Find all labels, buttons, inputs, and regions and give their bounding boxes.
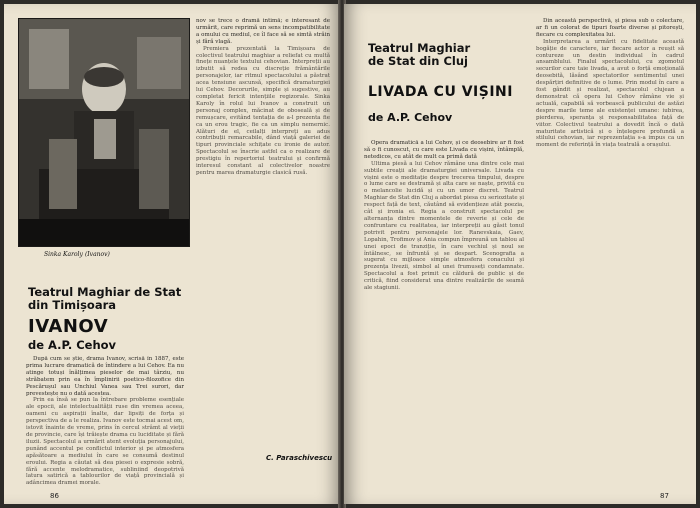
- column-body: Interpretarea a urmărit cu fidelitate această bogăție de caractere, iar fiecare actor a reușit să contureze un destin individual în cadrul ansamblului. Finalul spectacolului, cu zgomotul securilor care taie livada, a avut o forță emoțională deosebită, lăsând spectatorilor sentimentul unei despărțiri definitive de o lume. Prin modul în care a fost gândit și realizat, spectacolul clujean a demonstrat că opera lui Cehov rămâne vie și actuală, capabilă să vorbească publicului de astăzi despre marile teme ale existenței umane: iubirea, pierderea, speranța și responsabilitatea față de viitor. Colectivul teatrului a dovedit încă o dată maturitate artistică și o înțelegere profundă a stilului cehovian, iar reprezentația s-a impus ca un moment de referință în viața teatrală a orașului.: [536, 38, 684, 149]
- right-column-1: [364, 140, 524, 492]
- theatre-line-2: din Timișoara: [28, 297, 117, 312]
- page-number: 87: [660, 492, 669, 500]
- caption-role: (Ivanov): [84, 251, 110, 258]
- column-lead: După cum se știe, drama Ivanov, scrisă în 1887, este prima lucrare dramatică de întindere a lui Cehov. Ea nu atinge totuși înălțimea pieselor de mai târziu, nu străbatem prin ea în împlinirii poetico-filozofice din Pescărușul sau Unchiul Vanea sau Trei surori, dar prevestește nu o dată acestea.: [26, 356, 184, 397]
- theatre-line-1: Teatrul Maghiar de Stat: [28, 285, 182, 299]
- left-page: [4, 4, 340, 504]
- right-column-2: [536, 18, 684, 490]
- production-photo: [18, 18, 190, 247]
- theatre-heading: [368, 42, 518, 68]
- theatre-line-1: Teatrul Maghiar: [368, 41, 471, 55]
- left-column-2: [196, 18, 330, 450]
- theatre-heading: [28, 286, 184, 312]
- stage-photo-illustration: [19, 19, 189, 246]
- page-number: 86: [50, 492, 59, 500]
- photo-caption: [44, 251, 110, 258]
- column-lead: nov se trece o dramă intimă; e interesant de urmărit, care reprimă un sens incompatibilitate a omului cu mediul, ce îl face să se simtă străin și fără vlagă.: [196, 18, 330, 45]
- column-lead: Din această perspectivă, și piesa sub o colectare, ar fi un colorat de tipuri foarte diverse și pitorești, fiecare cu complexitatea lui.: [536, 18, 684, 38]
- column-body: Premiera prezentată la Timișoara de colectivul teatrului maghiar a reliefat cu multă finețe nuanțele textului cehovian. Interpreții au izbutit să redea cu discreție frământările personajelor, iar ritmul spectacolului a păstrat acea tensiune ascunsă, specifică dramaturgiei lui Cehov. Decorurile, simple și sugestive, au completat fericit intențiile regizorale. Sinka Karoly în rolul lui Ivanov a construit un personaj complex, măcinat de oboseală și de remușcare, evitând tentația de a-l prezenta fie ca un erou tragic, fie ca un simplu nemernic. Alături de el, ceilalți interpreți au adus contribuții remarcabile, dând viață galeriei de tipuri provinciale schițate cu ironie de autor. Spectacolul se înscrie astfel ca o realizare de prestigiu în repertoriul teatrului și confirmă interesul constant al colectivelor noastre pentru marea dramaturgie clasică rusă.: [196, 45, 330, 176]
- caption-actor: Sinka Karoly: [44, 251, 83, 258]
- left-column-1: [26, 356, 184, 496]
- theatre-line-2: de Stat din Cluj: [368, 53, 468, 68]
- play-title: IVANOV: [28, 316, 109, 337]
- column-lead: Opera dramatică a lui Cehov, și ce deosebire ar fi fost să o fi cunoscut, cu care este Livada cu vișini, întâmplă, netedicos, cu atât de mult ca primă dată: [364, 140, 524, 160]
- play-author: de A.P. Cehov: [368, 111, 453, 124]
- right-page: [344, 4, 696, 504]
- play-title: LIVADA CU VIȘINI: [368, 84, 513, 100]
- column-body: Prin ea însă se pun la întrebare probleme esențiale ale epocii, ale intelectualității ruse din vremea aceea, oameni cu aspirații înalte, dar lipsiți de forța și perspectiva de a le realiza. Ivanov este tocmai acest om, istovit înainte de vreme, prins în cercul strâmt al vieții de provincie, care își trăiește drama cu luciditate și fără iluzii. Spectacolul a urmărit atent evoluția personajului, punând accentul pe conflictul interior și pe atmosfera apăsătoare a mediului în care se consumă destinul eroului. Regia a căutat să dea piesei o expresie sobră, fără accente melodramatice, subliniind deopotrivă latura satirică a tablourilor de viață provincială și adâncimea dramei morale.: [26, 397, 184, 487]
- author-signature: C. Paraschivescu: [266, 454, 333, 462]
- column-body: Ultima piesă a lui Cehov rămâne una dintre cele mai subtile creații ale dramaturgiei universale. Livada cu vișini este o meditație despre trecerea timpului, despre o lume care se destramă și alta care se naște, privită cu o melancolie lucidă și cu un umor discret. Teatrul Maghiar de Stat din Cluj a abordat piesa cu seriozitate și respect față de text, căutând să evidențieze atât poezia, cât și ironia ei. Regia a construit spectacolul pe alternanța dintre momentele de reverie și cele de confruntare cu realitatea, iar interpreții au găsit tonul potrivit pentru personajele lor. Ranevskaia, Gaev, Lopahin, Trofimov și Ania compun împreună un tablou al unei epoci de tranziție, în care vechiul și noul se întâlnesc, se înfruntă și se despart. Scenografia a sugerat cu mijloace simple atmosfera conacului și prezența livezii, simbol al unei frumuseți condamnate. Spectacolul a fost primit cu căldură de public și de critică, fiind considerat una dintre realizările de seamă ale stagiunii.: [364, 160, 524, 292]
- play-author: de A.P. Cehov: [28, 338, 117, 352]
